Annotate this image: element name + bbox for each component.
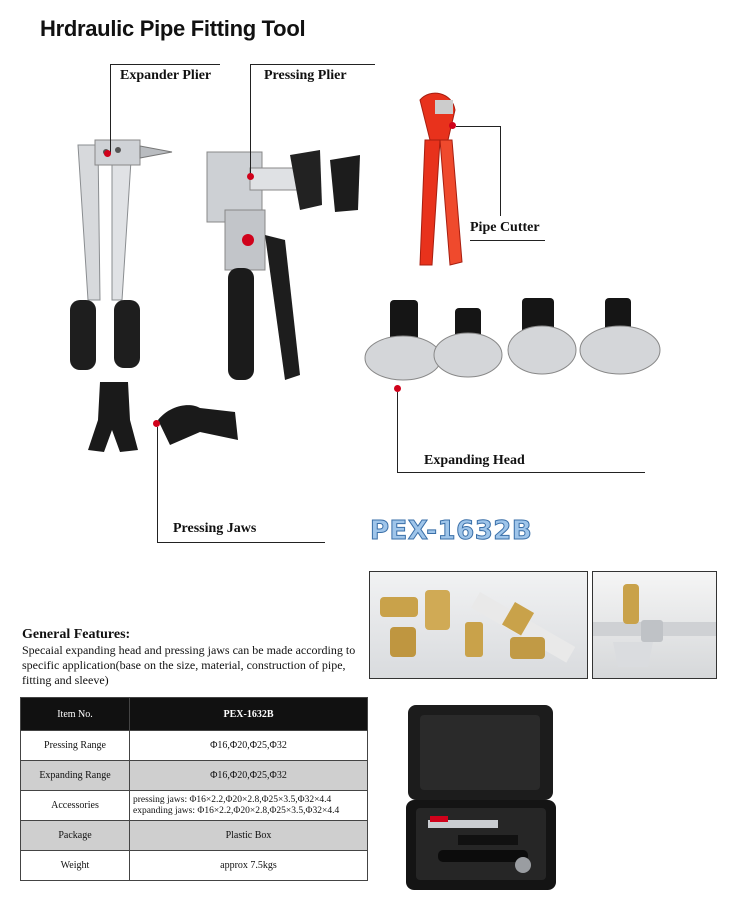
expanding-range-value: Φ16,Φ20,Φ25,Φ32 <box>130 761 368 791</box>
expander-callout-line <box>110 64 111 154</box>
table-row <box>21 821 368 851</box>
general-features-heading: General Features: <box>22 627 131 642</box>
expander-marker-dot <box>104 150 111 157</box>
pipe-cutter-image <box>420 93 462 265</box>
expanding-head-callout-bottom <box>397 472 645 473</box>
package-value: Plastic Box <box>130 821 368 851</box>
accessories-value <box>130 791 368 821</box>
pressing-range-label: Pressing Range <box>21 731 130 761</box>
pipe-cutter-label: Pipe Cutter <box>470 220 540 235</box>
spec-header-value: PEX-1632B <box>130 698 368 731</box>
page-title: Hrdraulic Pipe Fitting Tool <box>40 16 306 41</box>
spec-table-header <box>21 698 368 731</box>
expander-plier-label: Expander Plier <box>120 68 212 83</box>
package-label: Package <box>21 821 130 851</box>
expander-callout-top <box>110 64 220 65</box>
expanding-range-label: Expanding Range <box>21 761 130 791</box>
spec-table <box>20 697 368 881</box>
weight-value: approx 7.5kgs <box>130 851 368 881</box>
accessories-label: Accessories <box>21 791 130 821</box>
fittings-photo <box>369 571 588 679</box>
expanding-head-marker-dot <box>394 385 401 392</box>
pressing-plier-image <box>207 150 360 380</box>
model-number: PEX-1632B <box>370 516 533 546</box>
general-features-text: Specaial expanding head and pressing jaws can be made according to specific application(base on the size, material, construction of pipe, fitting and sleeve) <box>22 643 356 687</box>
pipe-cutter-marker-dot <box>449 122 456 129</box>
table-row <box>21 791 368 821</box>
table-row <box>21 761 368 791</box>
pressing-jaws-callout-v <box>157 427 158 543</box>
expander-plier-image <box>70 140 172 370</box>
expanding-heads-image <box>365 298 660 380</box>
accessories-expanding-jaws: expanding jaws: Φ16×2.2,Φ20×2.8,Φ25×3.5,Φ32×4.4 <box>133 805 340 816</box>
pressing-plier-callout-line <box>250 64 251 176</box>
pressing-plier-label: Pressing Plier <box>264 68 347 83</box>
pressing-plier-callout-top <box>250 64 375 65</box>
pressing-jaws-marker-dot <box>153 420 160 427</box>
spec-header-label: Item No. <box>21 698 130 731</box>
pressing-plier-marker-dot <box>247 173 254 180</box>
pressing-range-value: Φ16,Φ20,Φ25,Φ32 <box>130 731 368 761</box>
pressing-jaws-image <box>88 382 238 452</box>
table-row <box>21 731 368 761</box>
expanding-head-callout-v <box>397 392 398 472</box>
table-row <box>21 851 368 881</box>
pipe-cutter-callout-v <box>500 126 501 216</box>
pressing-jaws-callout-bottom <box>157 542 325 543</box>
pipe-cutter-callout-bottom <box>470 240 545 241</box>
installed-fitting-photo <box>592 571 717 679</box>
weight-label: Weight <box>21 851 130 881</box>
carry-case-image <box>398 700 563 895</box>
expanding-head-label: Expanding Head <box>424 453 525 468</box>
pipe-cutter-callout-h <box>456 126 501 127</box>
pressing-jaws-label: Pressing Jaws <box>173 521 257 536</box>
accessories-pressing-jaws: pressing jaws: Φ16×2.2,Φ20×2.8,Φ25×3.5,Φ32×4.4 <box>133 794 332 805</box>
